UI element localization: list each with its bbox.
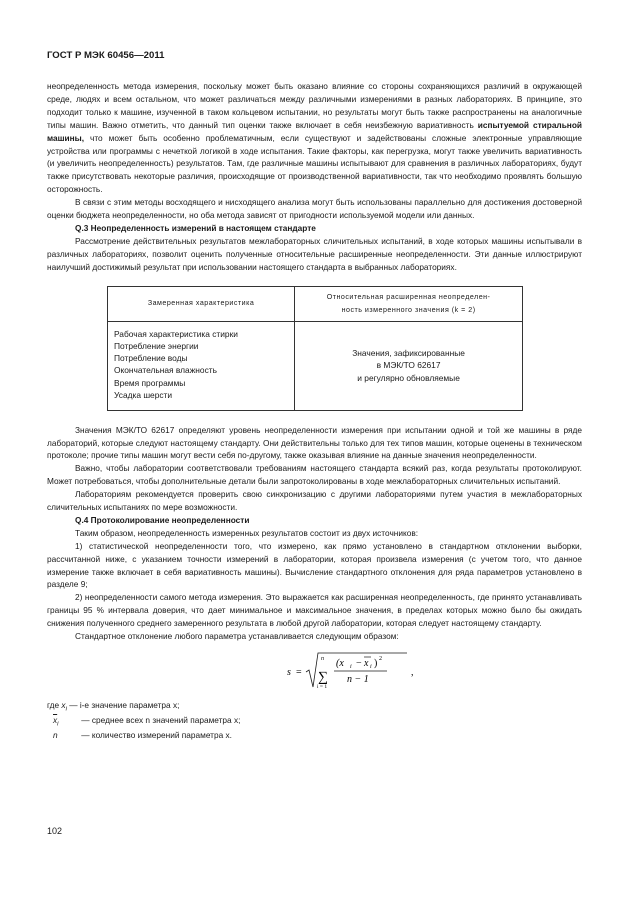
- formula-svg: [287, 649, 427, 693]
- paragraph: Лабораториям рекомендуется проверить свою синхронизацию с другими лабораториями путем участия в межлабораторных сличительных испытаниях по мере возможности.: [47, 489, 582, 513]
- definition-row: где $x_i$ — i-е значение параметра x;: [47, 700, 180, 713]
- formula-eq: =: [296, 667, 302, 678]
- formula-minus: −: [356, 658, 362, 669]
- formula-close: ): [374, 658, 378, 669]
- formula-xbar: x: [364, 658, 369, 669]
- formula-num: (x: [336, 658, 344, 669]
- section-heading-q4: Q.4 Протоколирование неопределенности: [75, 514, 250, 525]
- formula-sub2: i: [370, 664, 372, 670]
- paragraph: неопределенность метода измерения, поскольку может быть оказано влияние со стороны сохраняющихся различий в окружающей среде, людях и всем остальном, что может различаться между различными измерениями в разных лабораториях. В принципе, это подходит только к машине, изученной в таком кольцевом испытании, но результаты могут быть также распространены на аналогичные типы машин. Важно отметить, что данный тип оценки также включает в себя неизбежную вариативность испытуемой стиральной машины, что может быть особенно проблематичным, если существуют и задействованы сложные электронные управляющие устройства или программы с нечеткой логикой в ходе испытания. Такие факторы, как перегрузка, могут также увеличить вариативность (и увеличить неопределенность) результатов. Там, где различные машины испытывают для сравнения в различных лабораториях, будут также присутствовать некоторые различия, происходящие от производственной вариативности, так что необходимо проявлять большую осторожность.: [47, 81, 582, 195]
- sum-upper: n: [321, 656, 324, 662]
- symbol-definitions: [47, 699, 582, 742]
- sum-sign: ∑: [318, 670, 328, 685]
- table-cell-values: Значения, зафиксированные в МЭК/ТО 62617 и регулярно обновляемые: [295, 321, 523, 410]
- table-item: Рабочая характеристика стирки: [114, 328, 238, 339]
- std-deviation-formula: [47, 649, 582, 693]
- svg-text:(x: [336, 658, 344, 669]
- page-body: [47, 80, 582, 744]
- page-number: 102: [47, 826, 63, 836]
- bold-phrase: испытуемой стиральной машины,: [47, 119, 582, 143]
- table-item: Потребление энергии: [114, 340, 199, 351]
- sum-lower: i = 1: [317, 684, 328, 690]
- document-header: ГОСТ Р МЭК 60456—2011: [47, 50, 165, 61]
- definition-row: $\overline{x}_i$ — среднее всех n значений параметра x;: [53, 715, 241, 728]
- paragraph: Стандартное отклонение любого параметра устанавливается следующим образом:: [75, 631, 399, 642]
- table-cell-characteristics: [108, 321, 295, 410]
- paragraph: Значения МЭК/ТО 62617 определяют уровень неопределенности измерения при испытании одной и той же машины в ряде лабораторий, которые следуют настоящему стандарту. Они действительны только для тех типов машин, которые оценены в техническом протоколе; прочие типы машин могут вести себя по-другому, также оказывая влияние на данные значения неопределенности.: [47, 424, 582, 461]
- table-item: Время программы: [114, 377, 186, 388]
- formula-sub: i: [350, 664, 352, 670]
- paragraph: Таким образом, неопределенность измеренных результатов состоит из двух источников:: [75, 527, 419, 538]
- table-header-characteristic: Замеренная характеристика: [108, 286, 295, 321]
- table-item: Усадка шерсти: [114, 390, 173, 401]
- paragraph: В связи с этим методы восходящего и нисходящего анализа могут быть использованы параллельно для достижения достоверной оценки бюджета неопределенности, но оба метода зависят от пригодности используемой модели или данных.: [47, 197, 582, 221]
- table-item: Потребление воды: [114, 353, 188, 364]
- table-item: Окончательная влажность: [114, 365, 217, 376]
- formula-exp: 2: [379, 656, 382, 662]
- paragraph: Важно, чтобы лаборатории соответствовали требованиям настоящего стандарта всякий раз, когда результаты протоколируют. Может потребоваться, чтобы дополнительные детали были запротоколированы в ходе межлабораторных сличительных испытаний.: [47, 463, 582, 487]
- section-heading-q3: Q.3 Неопределенность измерений в настоящем стандарте: [75, 222, 316, 233]
- formula-den: n − 1: [347, 674, 369, 685]
- definition-row: n — количество измерений параметра x.: [53, 730, 232, 740]
- paragraph: Рассмотрение действительных результатов межлабораторных сличительных испытаний, в ходе которых машины испытывали в различных лабораториях, позволит оценить полученные относительные расширенные неопределенности. Эти данные иллюстрируют наилучший достижимый результат при использовании настоящего стандарта в выбранных лабораториях.: [47, 235, 582, 272]
- formula-lhs: s: [287, 667, 291, 678]
- formula-trail: ,: [411, 667, 414, 678]
- uncertainty-table: [107, 286, 523, 411]
- paragraph: 1) статистической неопределенности того, что измерено, как прямо установлено в стандартном отклонении выборки, рассчитанной ниже, с указанием точности измерений в лаборатории, которая произвела измерения (с учетом того, что данное измерение также включает в себя вариативность машины). Вычисление стандартного отклонения для ряда параметров установлено в разделе 9;: [47, 540, 582, 590]
- table-header-uncertainty: Относительная расширенная неопределен- ность измеренного значения (k = 2): [295, 286, 523, 321]
- paragraph: 2) неопределенности самого метода измерения. Это выражается как расширенная неопределенность, где принято устанавливать границы 95 % интервала доверия, что дает минимальное и максимальное значения, в пределах которых можно было бы ожидать снижения полученного среднего замеренного результата в любой другой лаборатории, которая следует настоящему стандарту.: [47, 592, 582, 629]
